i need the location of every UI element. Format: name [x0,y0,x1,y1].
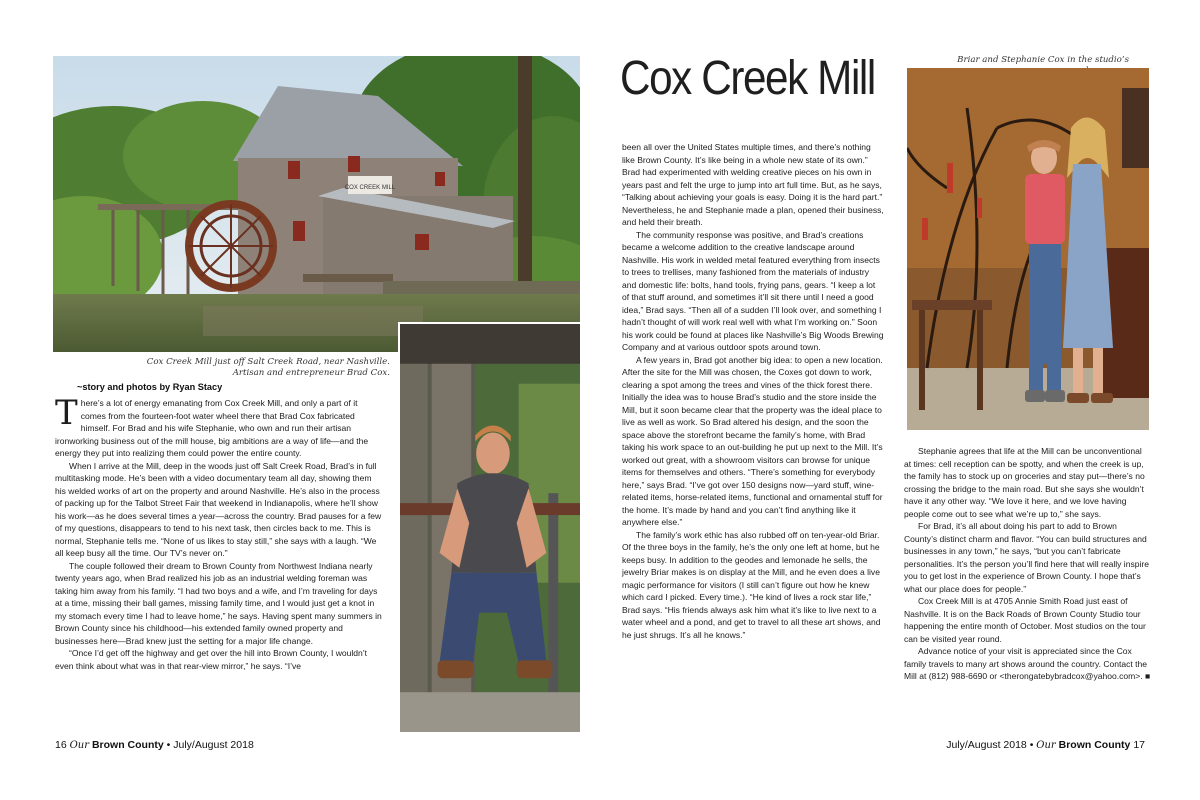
issue-date: July/August 2018 [946,739,1027,751]
article-column-1 [55,393,382,672]
mill-caption [120,357,390,379]
separator: • [166,739,171,751]
issue-date: July/August 2018 [173,739,254,751]
drop-cap: T [55,393,78,433]
brand-name: Brown County [1058,739,1131,751]
paragraph: Advance notice of your visit is appreciated since the Cox family travels to many art shows around the country. Contact the Mill at (812) 988-6690 or <therongatebybradcox@yahoo.com>. ■ [904,646,1151,681]
article-column-3 [904,445,1151,683]
paragraph: Cox Creek Mill is at 4705 Annie Smith Road just east of Nashville. It is on the Back Roads of Brown County Studio tour happening the entire month of October. Most studios on the tour can be visited year round. [904,596,1146,644]
article-title: Cox Creek Mill [620,52,875,105]
byline: ~story and photos by Ryan Stacy [77,382,223,392]
paragraph: For Brad, it’s all about doing his part to add to Brown County’s distinct charm and flavor. “You can build structures and businesses in any town,” he says, “but you can’t fabricate personalities. It’s the person you’ll find here that will really inspire you to get lost in the experience of Brown County. I hope that’s what our place does for people.” [904,521,1149,594]
paragraph-text: here’s a lot of energy emanating from Cox Creek Mill, and only a part of it comes from the fourteen-foot water wheel there that Brad Cox fabricated himself. For Brad and his wife Stephanie, who own and run their artisan ironworking business out of the mill house, big ambitions are a way of life—and the energy they put into realizing them could power the entire county. [55,398,369,458]
brand-script: Our [69,740,90,751]
mill-sign: COX CREEK MILL [344,185,396,191]
mill-photo [53,56,580,352]
footer-right [946,739,1145,751]
brand-name: Brown County [91,739,164,751]
paragraph: The family’s work ethic has also rubbed off on ten-year-old Briar. Of the three boys in the family, he’s the only one left at home, but he keeps busy. In addition to the geodes and lemonade he sells, the jewelry Briar makes is on display at the Mill, and he even does a live magic performance for visitors (I still can’t figure out how he knew which card I picked. Every time.). “He kind of lives a rock star life,” Brad says. “His friends always ask him what it’s like to live next to a water wheel and a pond, and get to travel to all these art shows, and he just shrugs. It’s all he knows.” [622,529,881,640]
paragraph: When I arrive at the Mill, deep in the woods just off Salt Creek Road, Brad’s in full multitasking mode. He’s been with a video documentary team all day, showing them his welded works of art on the property and around Nashville. He’s also in the process of packing up for the Talbot Street Fair that weekend in Indianapolis, where he’ll show his work—as he does several times a year—across the country. Brad pauses for a few of my questions, disappears to tend to his next task, then circles back to me. This is normal, Stephanie tells me. “None of us likes to stay still,” she says with a laugh. “We all keep busy all the time. Our TV’s never on.” [55,460,382,558]
paragraph: Stephanie agrees that life at the Mill can be unconventional at times: cell reception can be spotty, and when the creek is up, the family has to stock up on groceries and stay put—there’s no crossing the bridge to the main road. But she says she wouldn’t have it any other way. “We love it here, and we love having people come out to see what we’re up to,” she says. [904,446,1145,519]
page-number-right: 17 [1133,739,1145,751]
paragraph: The couple followed their dream to Brown County from Northwest Indiana nearly twenty years ago, when Brad realized his job as an industrial welding foreman was taking him away from his family. “I had two boys and a wife, and I’m traveling for days at a time, missing their ball games, missing family time, and I would just get a knot in my stomach every time I had to leave home,” he says. Having spent many summers in Brown County since his childhood—his extended family owned property and businesses here—Brad knew just the setting for a major life change. [55,560,382,646]
brad-caption-text: Artisan and entrepreneur Brad Cox. [232,368,390,378]
paragraph: The community response was positive, and Brad’s creations became a welcome addition to the creative landscape around Nashville. His work in welded metal featured everything from insects to trees to trellises, many fashioned from the materials of industry and domestic life: bolts, hand tools, frying pans, gears. “I keep a lot of that stuff around, and sometimes it’ll sit there until I need a good idea,” Brad says. “Then all of a sudden I’ll look over, and something I hadn’t thought of will work real well with what I’m working on.” Soon his work could be found at places like Nashville’s Big Woods Brewing Company and at various outdoor spots around town. [622,229,884,352]
family-photo [907,68,1149,430]
family-caption: Briar and Stephanie Cox in the studio’s [957,55,1129,65]
paragraph: “Once I’d get off the highway and get over the hill into Brown County, I wouldn’t even think about what was in that rear-view mirror,” he says. “I’ve [55,648,368,671]
paragraph [55,393,382,460]
page-number-left: 16 [55,739,67,751]
mill-caption-text: Cox Creek Mill just off Salt Creek Road, near Nashville. [146,357,390,367]
brad-photo [398,322,580,732]
brand-script: Our [1036,740,1056,751]
paragraph: been all over the United States multiple times, and there’s nothing like Brown County. It’s like being in a whole new state of its own.” Brad had experimented with welding creative pieces on his own in years past and felt the urge to jump into art full time. But, as he says, “Talking about achieving your goals is easy. Doing it is the hard part.” Nevertheless, he and Stephanie made a plan, opened their business, and held their breath. [622,142,884,227]
footer-left [55,739,254,751]
separator: • [1029,739,1034,751]
paragraph: A few years in, Brad got another big idea: to open a new location. After the site for the Mill was chosen, the Coxes got down to work, clearing a spot among the trees and vines of the thick forest there. Initially the idea was to house Brad’s studio and the store inside the Mill, but it soon became clear that the property was the ideal place to live as well as work. So Brad altered his design, and the soon the space above the storefront became the family’s home, with Brad taking his work space to an out-building he put up next to the Mill. It’s worked out great, with a showroom visitors can browse for unique items for themselves and others. “There’s something for everybody here,” says Brad. “I’ve got over 150 designs now—yard stuff, wine-related items, horse-related items, functional and ornamental stuff for the home. It’s made by hand and you can’t find anything like it anywhere else.” [622,354,883,527]
article-column-2 [622,141,884,641]
